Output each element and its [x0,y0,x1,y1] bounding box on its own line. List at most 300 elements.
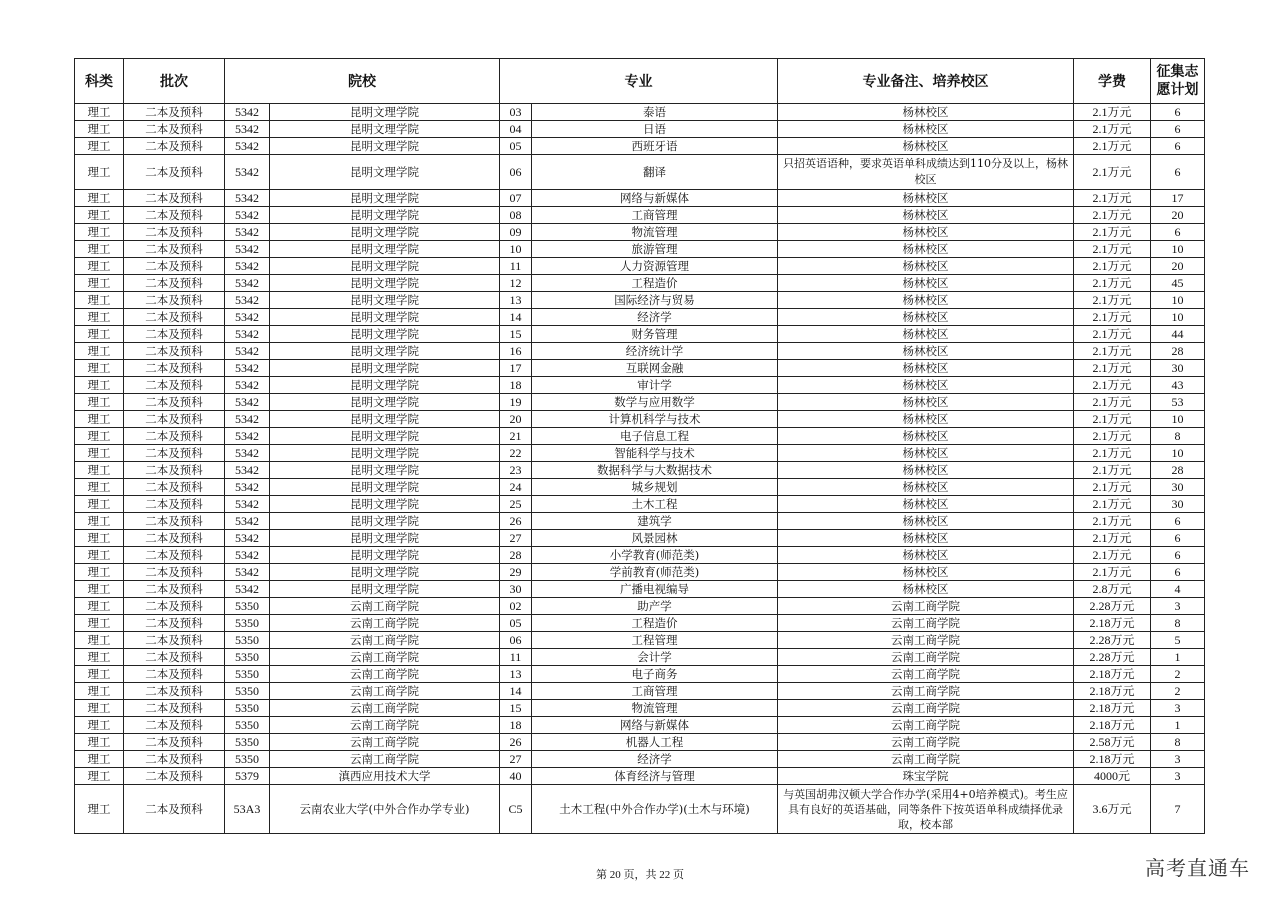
cell-major-code: 09 [500,224,532,241]
cell-category: 理工 [75,547,124,564]
header-remarks: 专业备注、培养校区 [778,59,1074,104]
cell-school-name: 昆明文理学院 [270,326,500,343]
cell-plan: 10 [1151,411,1205,428]
cell-school-name: 云南工商学院 [270,751,500,768]
cell-school-code: 5342 [225,496,270,513]
cell-school-code: 5342 [225,581,270,598]
cell-major-code: 05 [500,138,532,155]
admission-table [74,58,1205,834]
cell-batch: 二本及预科 [124,292,225,309]
cell-major-code: 06 [500,155,532,190]
cell-major-name: 经济统计学 [532,343,778,360]
cell-major-code: 11 [500,649,532,666]
cell-tuition: 2.1万元 [1074,258,1151,275]
cell-school-name: 昆明文理学院 [270,428,500,445]
cell-school-name: 昆明文理学院 [270,496,500,513]
cell-tuition: 2.1万元 [1074,462,1151,479]
cell-major-code: 16 [500,343,532,360]
cell-plan: 6 [1151,547,1205,564]
cell-school-name: 昆明文理学院 [270,462,500,479]
cell-school-code: 5342 [225,530,270,547]
cell-major-name: 经济学 [532,309,778,326]
cell-category: 理工 [75,224,124,241]
cell-tuition: 2.1万元 [1074,479,1151,496]
cell-major-code: 08 [500,207,532,224]
cell-remarks: 云南工商学院 [778,649,1074,666]
table-row [75,513,1205,530]
cell-school-code: 5342 [225,190,270,207]
cell-major-code: 23 [500,462,532,479]
cell-plan: 30 [1151,479,1205,496]
cell-plan: 44 [1151,326,1205,343]
table-row [75,564,1205,581]
cell-batch: 二本及预科 [124,649,225,666]
cell-plan: 53 [1151,394,1205,411]
cell-major-name: 翻译 [532,155,778,190]
cell-major-code: 18 [500,377,532,394]
cell-batch: 二本及预科 [124,462,225,479]
cell-plan: 45 [1151,275,1205,292]
cell-plan: 6 [1151,564,1205,581]
table-row [75,190,1205,207]
cell-plan: 3 [1151,598,1205,615]
cell-plan: 30 [1151,496,1205,513]
cell-major-name: 助产学 [532,598,778,615]
cell-major-code: 27 [500,751,532,768]
cell-tuition: 2.1万元 [1074,155,1151,190]
cell-school-name: 昆明文理学院 [270,309,500,326]
cell-major-code: 13 [500,666,532,683]
cell-school-code: 5350 [225,700,270,717]
cell-major-name: 网络与新媒体 [532,717,778,734]
cell-tuition: 2.28万元 [1074,632,1151,649]
cell-remarks: 杨林校区 [778,496,1074,513]
cell-plan: 17 [1151,190,1205,207]
cell-tuition: 2.1万元 [1074,104,1151,121]
cell-remarks: 云南工商学院 [778,751,1074,768]
cell-school-code: 5350 [225,683,270,700]
cell-category: 理工 [75,326,124,343]
cell-major-code: 24 [500,479,532,496]
cell-batch: 二本及预科 [124,309,225,326]
cell-batch: 二本及预科 [124,138,225,155]
table-row [75,326,1205,343]
cell-remarks: 杨林校区 [778,428,1074,445]
cell-batch: 二本及预科 [124,581,225,598]
cell-school-name: 云南工商学院 [270,649,500,666]
cell-remarks: 杨林校区 [778,343,1074,360]
cell-tuition: 2.1万元 [1074,547,1151,564]
cell-school-name: 昆明文理学院 [270,138,500,155]
cell-school-code: 5342 [225,155,270,190]
header-batch: 批次 [124,59,225,104]
cell-category: 理工 [75,155,124,190]
cell-major-code: 26 [500,513,532,530]
cell-school-code: 5342 [225,121,270,138]
cell-category: 理工 [75,564,124,581]
cell-plan: 2 [1151,683,1205,700]
cell-major-name: 工程造价 [532,275,778,292]
cell-tuition: 2.1万元 [1074,326,1151,343]
cell-remarks: 杨林校区 [778,445,1074,462]
cell-tuition: 2.18万元 [1074,700,1151,717]
cell-major-name: 人力资源管理 [532,258,778,275]
cell-batch: 二本及预科 [124,513,225,530]
cell-major-name: 电子信息工程 [532,428,778,445]
cell-school-code: 5342 [225,564,270,581]
cell-school-name: 昆明文理学院 [270,445,500,462]
table-row [75,258,1205,275]
cell-category: 理工 [75,598,124,615]
cell-major-name: 土木工程 [532,496,778,513]
cell-major-code: 02 [500,598,532,615]
table-row [75,224,1205,241]
cell-remarks: 杨林校区 [778,411,1074,428]
table-row [75,530,1205,547]
cell-batch: 二本及预科 [124,275,225,292]
cell-school-name: 云南工商学院 [270,734,500,751]
cell-school-code: 5342 [225,104,270,121]
cell-category: 理工 [75,785,124,834]
cell-school-code: 5350 [225,751,270,768]
cell-batch: 二本及预科 [124,700,225,717]
cell-school-code: 5342 [225,360,270,377]
cell-school-name: 云南工商学院 [270,598,500,615]
cell-plan: 20 [1151,207,1205,224]
cell-tuition: 2.1万元 [1074,360,1151,377]
cell-major-name: 机器人工程 [532,734,778,751]
cell-school-code: 5350 [225,598,270,615]
cell-major-name: 学前教育(师范类) [532,564,778,581]
cell-major-name: 会计学 [532,649,778,666]
cell-school-code: 5342 [225,292,270,309]
cell-batch: 二本及预科 [124,190,225,207]
cell-school-name: 昆明文理学院 [270,155,500,190]
cell-plan: 10 [1151,241,1205,258]
cell-major-code: 14 [500,683,532,700]
cell-remarks: 杨林校区 [778,104,1074,121]
table-row [75,547,1205,564]
cell-category: 理工 [75,241,124,258]
cell-tuition: 2.1万元 [1074,564,1151,581]
cell-plan: 20 [1151,258,1205,275]
cell-tuition: 2.1万元 [1074,411,1151,428]
cell-plan: 2 [1151,666,1205,683]
table-row [75,292,1205,309]
cell-major-name: 电子商务 [532,666,778,683]
cell-major-name: 工程造价 [532,615,778,632]
cell-category: 理工 [75,632,124,649]
table-row [75,683,1205,700]
cell-major-name: 审计学 [532,377,778,394]
cell-school-name: 昆明文理学院 [270,530,500,547]
table-row [75,207,1205,224]
cell-school-code: 5342 [225,479,270,496]
cell-remarks: 杨林校区 [778,377,1074,394]
table-row [75,309,1205,326]
cell-major-code: 03 [500,104,532,121]
cell-plan: 8 [1151,615,1205,632]
cell-batch: 二本及预科 [124,121,225,138]
cell-plan: 28 [1151,343,1205,360]
cell-major-code: 19 [500,394,532,411]
table-row [75,479,1205,496]
table-row [75,360,1205,377]
cell-plan: 5 [1151,632,1205,649]
cell-tuition: 3.6万元 [1074,785,1151,834]
cell-category: 理工 [75,377,124,394]
cell-major-code: 21 [500,428,532,445]
cell-remarks: 云南工商学院 [778,598,1074,615]
cell-category: 理工 [75,462,124,479]
cell-school-name: 昆明文理学院 [270,411,500,428]
cell-major-code: 07 [500,190,532,207]
cell-major-code: C5 [500,785,532,834]
page-footer: 第 20 页，共 22 页 [596,869,684,881]
cell-school-code: 5342 [225,138,270,155]
cell-plan: 3 [1151,768,1205,785]
cell-remarks: 云南工商学院 [778,632,1074,649]
cell-batch: 二本及预科 [124,564,225,581]
cell-major-name: 工程管理 [532,632,778,649]
cell-remarks: 杨林校区 [778,292,1074,309]
cell-major-name: 旅游管理 [532,241,778,258]
cell-batch: 二本及预科 [124,224,225,241]
cell-major-name: 土木工程(中外合作办学)(土木与环境) [532,785,778,834]
cell-tuition: 2.1万元 [1074,275,1151,292]
cell-school-code: 5342 [225,275,270,292]
cell-batch: 二本及预科 [124,343,225,360]
cell-school-code: 53A3 [225,785,270,834]
cell-major-code: 29 [500,564,532,581]
cell-major-name: 广播电视编导 [532,581,778,598]
cell-category: 理工 [75,717,124,734]
cell-school-code: 5342 [225,394,270,411]
cell-plan: 30 [1151,360,1205,377]
cell-school-name: 云南农业大学(中外合作办学专业) [270,785,500,834]
cell-category: 理工 [75,121,124,138]
cell-batch: 二本及预科 [124,360,225,377]
cell-remarks: 珠宝学院 [778,768,1074,785]
cell-remarks: 云南工商学院 [778,615,1074,632]
cell-major-code: 06 [500,632,532,649]
cell-major-name: 物流管理 [532,700,778,717]
header-row [75,59,1205,104]
cell-remarks: 杨林校区 [778,138,1074,155]
cell-school-name: 昆明文理学院 [270,292,500,309]
cell-plan: 6 [1151,155,1205,190]
cell-tuition: 2.18万元 [1074,666,1151,683]
cell-school-code: 5342 [225,411,270,428]
cell-major-code: 13 [500,292,532,309]
cell-remarks: 杨林校区 [778,547,1074,564]
cell-remarks: 与英国胡弗汉顿大学合作办学(采用4+0培养模式)。考生应具有良好的英语基础，同等条件下按英语单科成绩择优录取，校本部 [778,785,1074,834]
cell-major-code: 15 [500,700,532,717]
cell-batch: 二本及预科 [124,258,225,275]
cell-school-name: 昆明文理学院 [270,360,500,377]
cell-tuition: 2.18万元 [1074,615,1151,632]
cell-remarks: 云南工商学院 [778,683,1074,700]
cell-major-name: 网络与新媒体 [532,190,778,207]
cell-batch: 二本及预科 [124,104,225,121]
cell-major-code: 14 [500,309,532,326]
cell-major-name: 小学教育(师范类) [532,547,778,564]
cell-remarks: 只招英语语种，要求英语单科成绩达到110分及以上，杨林校区 [778,155,1074,190]
cell-school-code: 5350 [225,632,270,649]
cell-remarks: 杨林校区 [778,258,1074,275]
table-row [75,343,1205,360]
cell-major-name: 国际经济与贸易 [532,292,778,309]
cell-school-code: 5350 [225,666,270,683]
cell-plan: 43 [1151,377,1205,394]
cell-remarks: 云南工商学院 [778,700,1074,717]
cell-school-name: 昆明文理学院 [270,513,500,530]
cell-batch: 二本及预科 [124,377,225,394]
cell-category: 理工 [75,751,124,768]
header-plan: 征集志愿计划 [1151,59,1205,104]
cell-plan: 3 [1151,700,1205,717]
cell-school-code: 5342 [225,258,270,275]
cell-remarks: 杨林校区 [778,224,1074,241]
cell-major-code: 15 [500,326,532,343]
cell-tuition: 2.1万元 [1074,394,1151,411]
cell-major-name: 经济学 [532,751,778,768]
cell-category: 理工 [75,190,124,207]
cell-school-code: 5342 [225,241,270,258]
cell-category: 理工 [75,360,124,377]
table-row [75,785,1205,834]
cell-batch: 二本及预科 [124,241,225,258]
cell-tuition: 2.1万元 [1074,224,1151,241]
cell-major-code: 20 [500,411,532,428]
cell-tuition: 2.18万元 [1074,683,1151,700]
cell-plan: 4 [1151,581,1205,598]
cell-plan: 8 [1151,734,1205,751]
cell-plan: 6 [1151,224,1205,241]
cell-major-code: 12 [500,275,532,292]
cell-school-name: 昆明文理学院 [270,547,500,564]
cell-plan: 6 [1151,530,1205,547]
cell-major-code: 27 [500,530,532,547]
cell-tuition: 2.28万元 [1074,598,1151,615]
cell-major-name: 互联网金融 [532,360,778,377]
cell-category: 理工 [75,275,124,292]
cell-batch: 二本及预科 [124,734,225,751]
cell-tuition: 2.28万元 [1074,649,1151,666]
cell-category: 理工 [75,104,124,121]
cell-remarks: 杨林校区 [778,564,1074,581]
cell-tuition: 2.1万元 [1074,207,1151,224]
cell-remarks: 杨林校区 [778,309,1074,326]
table-row [75,717,1205,734]
cell-major-name: 数据科学与大数据技术 [532,462,778,479]
cell-plan: 8 [1151,428,1205,445]
cell-tuition: 2.1万元 [1074,445,1151,462]
cell-category: 理工 [75,768,124,785]
cell-tuition: 2.1万元 [1074,138,1151,155]
table-row [75,751,1205,768]
cell-remarks: 杨林校区 [778,275,1074,292]
cell-school-name: 昆明文理学院 [270,394,500,411]
cell-tuition: 2.1万元 [1074,309,1151,326]
table-row [75,768,1205,785]
table-row [75,615,1205,632]
cell-category: 理工 [75,683,124,700]
cell-major-code: 25 [500,496,532,513]
cell-tuition: 2.58万元 [1074,734,1151,751]
cell-remarks: 杨林校区 [778,190,1074,207]
cell-major-name: 西班牙语 [532,138,778,155]
cell-major-name: 日语 [532,121,778,138]
cell-plan: 1 [1151,717,1205,734]
cell-school-code: 5342 [225,326,270,343]
cell-major-name: 财务管理 [532,326,778,343]
cell-remarks: 杨林校区 [778,241,1074,258]
cell-tuition: 2.18万元 [1074,751,1151,768]
cell-category: 理工 [75,309,124,326]
cell-school-code: 5342 [225,513,270,530]
cell-plan: 6 [1151,121,1205,138]
watermark: 高考直通车 [1145,856,1250,880]
cell-category: 理工 [75,615,124,632]
cell-plan: 7 [1151,785,1205,834]
cell-category: 理工 [75,700,124,717]
cell-school-name: 云南工商学院 [270,700,500,717]
cell-batch: 二本及预科 [124,717,225,734]
table-row [75,121,1205,138]
cell-batch: 二本及预科 [124,683,225,700]
cell-batch: 二本及预科 [124,768,225,785]
table-row [75,666,1205,683]
cell-school-code: 5342 [225,547,270,564]
cell-plan: 28 [1151,462,1205,479]
cell-tuition: 2.1万元 [1074,513,1151,530]
cell-category: 理工 [75,411,124,428]
cell-batch: 二本及预科 [124,615,225,632]
cell-school-name: 昆明文理学院 [270,258,500,275]
cell-school-code: 5342 [225,224,270,241]
cell-batch: 二本及预科 [124,598,225,615]
cell-plan: 6 [1151,513,1205,530]
cell-major-code: 30 [500,581,532,598]
cell-category: 理工 [75,666,124,683]
cell-remarks: 杨林校区 [778,207,1074,224]
cell-remarks: 杨林校区 [778,479,1074,496]
cell-school-name: 昆明文理学院 [270,564,500,581]
cell-school-code: 5350 [225,615,270,632]
cell-major-code: 26 [500,734,532,751]
cell-category: 理工 [75,292,124,309]
cell-remarks: 云南工商学院 [778,717,1074,734]
cell-plan: 1 [1151,649,1205,666]
cell-batch: 二本及预科 [124,411,225,428]
cell-plan: 6 [1151,104,1205,121]
cell-major-name: 泰语 [532,104,778,121]
cell-tuition: 2.1万元 [1074,377,1151,394]
cell-major-code: 10 [500,241,532,258]
cell-school-name: 昆明文理学院 [270,241,500,258]
cell-remarks: 杨林校区 [778,326,1074,343]
table-row [75,241,1205,258]
cell-major-name: 工商管理 [532,207,778,224]
cell-school-code: 5342 [225,428,270,445]
cell-batch: 二本及预科 [124,155,225,190]
cell-school-code: 5350 [225,649,270,666]
cell-remarks: 云南工商学院 [778,666,1074,683]
cell-school-name: 云南工商学院 [270,683,500,700]
cell-school-name: 昆明文理学院 [270,190,500,207]
cell-remarks: 杨林校区 [778,121,1074,138]
